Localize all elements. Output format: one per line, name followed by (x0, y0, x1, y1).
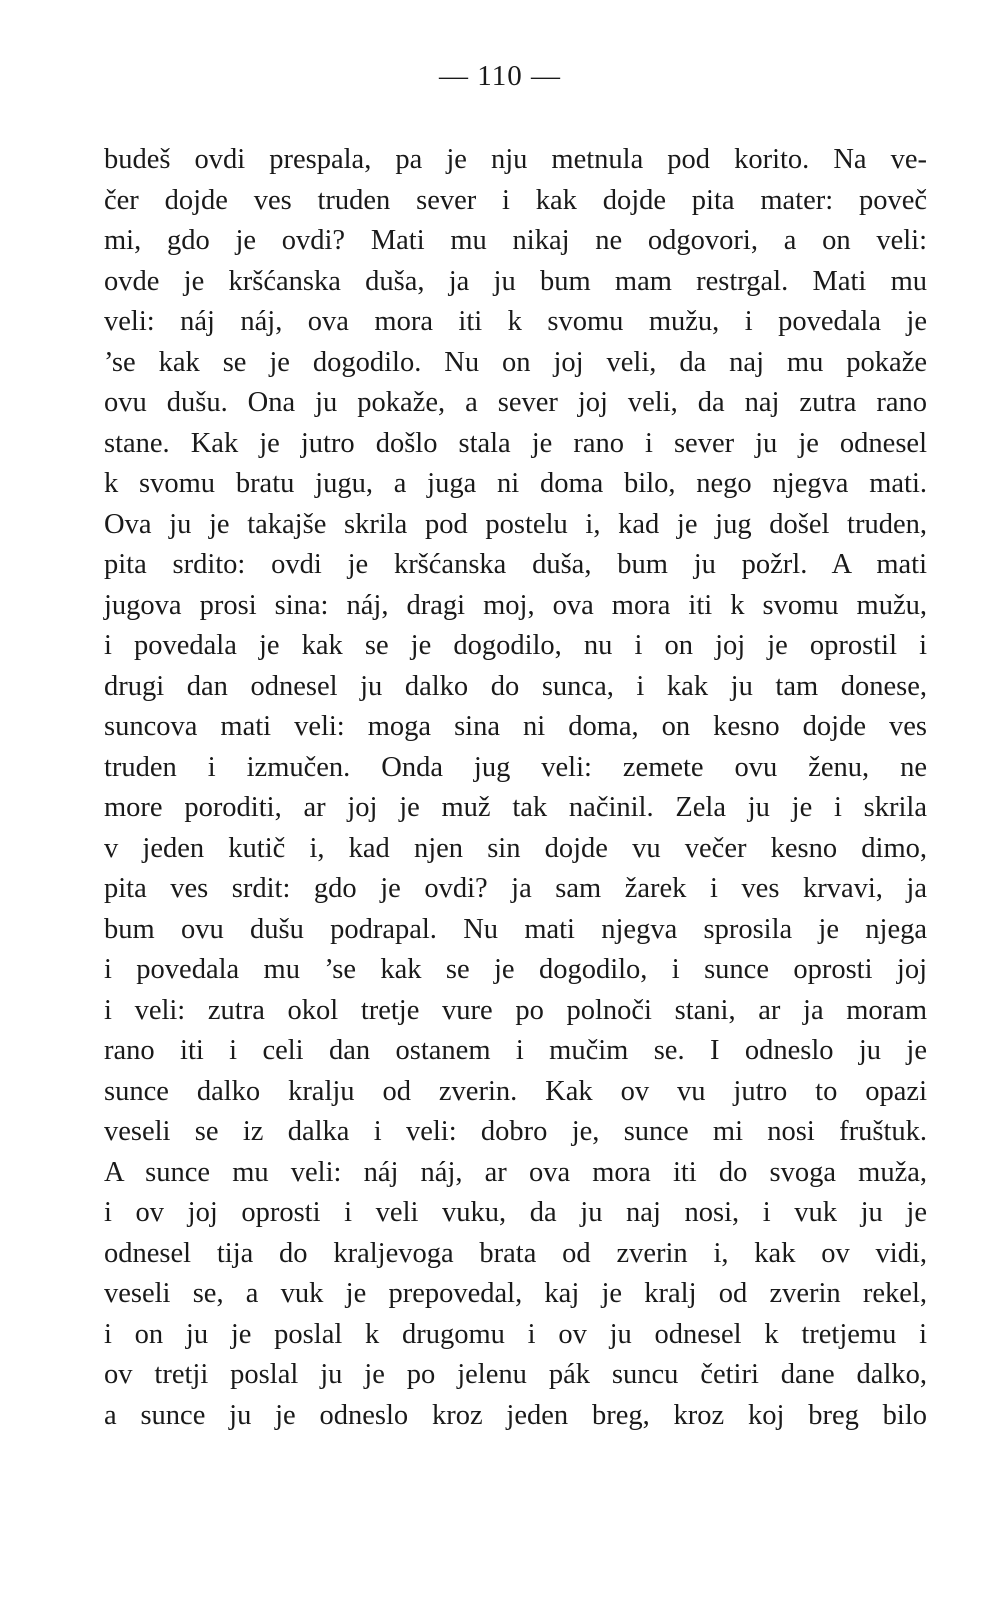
text-line: i on ju je poslal k drugomu i ov ju odnesel k tretjemu i (104, 1318, 927, 1350)
text-line: Ova ju je takajše skrila pod postelu i, kad je jug došel truden, (104, 508, 927, 540)
text-line: jugova prosi sina: náj, dragi moj, ova mora iti k svomu mužu, (104, 589, 927, 621)
text-line: ’se kak se je dogodilo. Nu on joj veli, da naj mu pokaže (104, 346, 927, 378)
text-line: veseli se, a vuk je prepovedal, kaj je kralj od zverin rekel, (104, 1278, 927, 1309)
text-line: truden i izmučen. Onda jug veli: zemete ovu ženu, ne (104, 751, 927, 783)
text-line: more poroditi, ar joj je muž tak načinil. Zela ju je i skrila (104, 792, 927, 823)
text-line: v jeden kutič i, kad njen sin dojde vu večer kesno dimo, (104, 832, 927, 864)
text-line: i povedala mu ’se kak se je dogodilo, i sunce oprosti joj (104, 954, 927, 985)
page-number: — 110 — (439, 60, 561, 92)
text-line: ovde je kršćanska duša, ja ju bum mam restrgal. Mati mu (104, 265, 927, 297)
text-line: k svomu bratu jugu, a juga ni doma bilo, nego njegva mati. (104, 468, 927, 499)
text-line: stane. Kak je jutro došlo stala je rano i sever ju je odnesel (104, 427, 927, 459)
text-line: pita srdito: ovdi je kršćanska duša, bum ju požrl. A mati (104, 549, 927, 580)
body-text (104, 140, 927, 1436)
text-line: ovu dušu. Ona ju pokaže, a sever joj veli, da naj zutra rano (104, 387, 927, 418)
text-line: ov tretji poslal ju je po jelenu pák suncu četiri dane dalko, (104, 1359, 927, 1390)
text-line: odnesel tija do kraljevoga brata od zverin i, kak ov vidi, (104, 1237, 927, 1269)
text-line: mi, gdo je ovdi? Mati mu nikaj ne odgovori, a on veli: (104, 225, 927, 256)
text-line: budeš ovdi prespala, pa je nju metnula pod korito. Na ve- (104, 144, 927, 175)
text-line: veseli se iz dalka i veli: dobro je, sunce mi nosi fruštuk. (104, 1116, 927, 1147)
text-line: sunce dalko kralju od zverin. Kak ov vu jutro to opazi (104, 1075, 927, 1107)
text-line: a sunce ju je odneslo kroz jeden breg, kroz koj breg bilo (104, 1399, 927, 1431)
text-line: suncova mati veli: moga sina ni doma, on kesno dojde ves (104, 711, 927, 742)
text-line: i veli: zutra okol tretje vure po polnoči stani, ar ja moram (104, 994, 927, 1026)
text-line: rano iti i celi dan ostanem i mučim se. I odneslo ju je (104, 1035, 927, 1066)
text-line: i ov joj oprosti i veli vuku, da ju naj nosi, i vuk ju je (104, 1197, 927, 1228)
text-line: veli: náj náj, ova mora iti k svomu mužu, i povedala je (104, 306, 927, 337)
text-line: čer dojde ves truden sever i kak dojde pita mater: poveč (104, 184, 927, 216)
text-line: A sunce mu veli: náj náj, ar ova mora iti do svoga muža, (104, 1156, 927, 1188)
text-line: drugi dan odnesel ju dalko do sunca, i kak ju tam donese, (104, 670, 927, 702)
text-line: bum ovu dušu podrapal. Nu mati njegva sprosila je njega (104, 913, 927, 945)
text-line: i povedala je kak se je dogodilo, nu i on joj je oprostil i (104, 630, 927, 661)
text-line: pita ves srdit: gdo je ovdi? ja sam žarek i ves krvavi, ja (104, 873, 927, 904)
